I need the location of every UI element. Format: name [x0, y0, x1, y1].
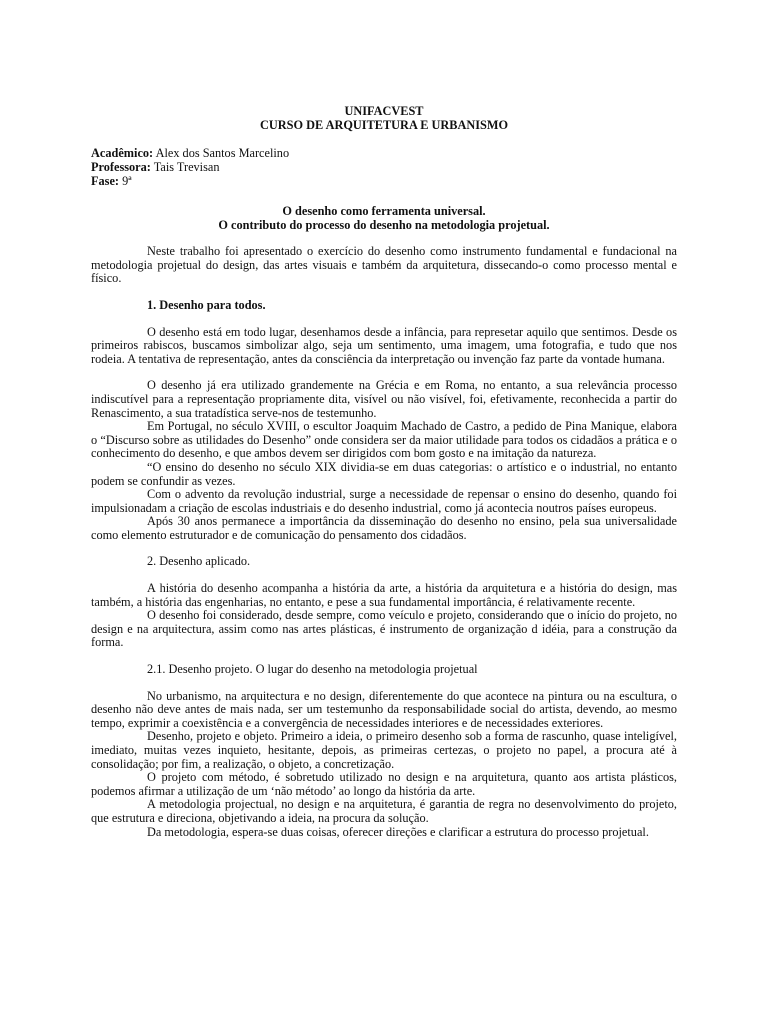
section-1-paragraph: Após 30 anos permanece a importância da disseminação do desenho no ensino, pela sua universalidade como elemento estruturador e de comunicação do pensamento dos cidadãos. — [91, 514, 677, 542]
fase-row — [91, 175, 677, 189]
section-1-paragraph: Em Portugal, no século XVIII, o escultor Joaquim Machado de Castro, a pedido de Pina Manique, elabora o “Discurso sobre as utilidades do Desenho” onde considera ser da maior utilidade para todos os cidadãos a prática e o conhecimento do desenho, e que ambos devem ser dirigidos com bom gosto e na imitação da natureza. — [91, 419, 677, 461]
section-2-paragraph: O desenho foi considerado, desde sempre, como veículo e projeto, considerando que o início do projeto, no design e na arquitectura, assim como nas artes plásticas, é instrumento de organização d idéia, para a construção da forma. — [91, 608, 677, 650]
section-1-heading: 1. Desenho para todos. — [147, 297, 266, 312]
section-2-1-paragraph: No urbanismo, na arquitectura e no design, diferentemente do que acontece na pintura ou na escultura, o desenho não deve antes de mais nada, ser um testemunho da responsabilidade social do artista, devendo, ao mesmo tempo, exprimir a coexistência e a convergência de necessidades interiores e de necessidades exteriores. — [91, 688, 677, 730]
academico-label: Acadêmico: — [91, 146, 154, 160]
fase-label: Fase: — [91, 174, 119, 188]
document-title — [91, 205, 677, 232]
section-2-1-paragraph: A metodologia projectual, no design e na arquitetura, é garantia de regra no desenvolvimento do projeto, que estrutura e direciona, objetivando a ideia, na procura da solução. — [91, 797, 677, 825]
section-1-paragraph: Com o advento da revolução industrial, surge a necessidade de repensar o ensino do desenho, quando foi impulsionadam a criação de escolas industriais e do desenho industrial, como já acontecia noutros países europeus. — [91, 487, 677, 515]
section-1-paragraph: O desenho está em todo lugar, desenhamos desde a infância, para represetar aquilo que sentimos. Desde os primeiros rabiscos, buscamos simbolizar algo, seja um sentimento, uma imagem, uma fotografia, e tudo que nos rodeia. A tentativa de representação, antes da consciência da interpretação ou invenção faz parte da vontade humana. — [91, 324, 677, 366]
section-2-paragraph: A história do desenho acompanha a história da arte, a história da arquitetura e a história do design, mas também, a história das engenharias, no entanto, e pese a sua fundamental importância, é relativamente recente. — [91, 581, 677, 609]
section-1-paragraph: “O ensino do desenho no século XIX dividia-se em duas categorias: o artístico e o industrial, no entanto podem se confundir as vezes. — [91, 459, 677, 488]
academico-value: Alex dos Santos Marcelino — [155, 146, 290, 160]
section-2-1-heading: 2.1. Desenho projeto. O lugar do desenho na metodologia projetual — [147, 662, 478, 677]
intro-paragraph: Neste trabalho foi apresentado o exercício do desenho como instrumento fundamental e fundacional na metodologia projetual do design, das artes visuais e também da arquitetura, dissecando-o como processo mental e físico. — [91, 244, 677, 286]
academico-row — [91, 147, 677, 161]
professora-value: Tais Trevisan — [153, 160, 220, 174]
section-2-1-paragraph: O projeto com método, é sobretudo utilizado no design e na arquitetura, quanto aos artista plásticos, podemos afirmar a utilização de um ‘não método’ ao longo da história da arte. — [91, 770, 677, 798]
professora-label: Professora: — [91, 160, 151, 174]
title-line-2: O contributo do processo do desenho na metodologia projetual. — [218, 217, 550, 232]
document-page — [91, 104, 677, 839]
professora-row — [91, 161, 677, 175]
section-2-1-paragraph: Da metodologia, espera-se duas coisas, oferecer direções e clarificar a estrutura do processo projetual. — [147, 824, 649, 839]
fase-value: 9ª — [122, 174, 132, 188]
author-info — [91, 147, 677, 189]
section-2-1-paragraph: Desenho, projeto e objeto. Primeiro a ideia, o primeiro desenho sob a forma de rascunho, quase inteligível, imediato, muitas vezes inquieto, hesitante, depois, as primeiras certezas, o projeto no papel, a procura até à consolidação; por fim, a realização, o objeto, a concretização. — [91, 729, 677, 771]
section-2-heading: 2. Desenho aplicado. — [147, 554, 251, 569]
section-1-paragraph: O desenho já era utilizado grandemente na Grécia e em Roma, no entanto, a sua relevância processo indiscutível para a representação propriamente dita, visível ou não visível, foi, efetivamente, reconhecida a partir do Renascimento, a sua tratadística serve-nos de testemunho. — [91, 378, 677, 420]
course-name: CURSO DE ARQUITETURA E URBANISMO — [259, 118, 509, 132]
institution-name: UNIFACVEST — [344, 104, 424, 118]
title-line-1: O desenho como ferramenta universal. — [282, 204, 486, 218]
